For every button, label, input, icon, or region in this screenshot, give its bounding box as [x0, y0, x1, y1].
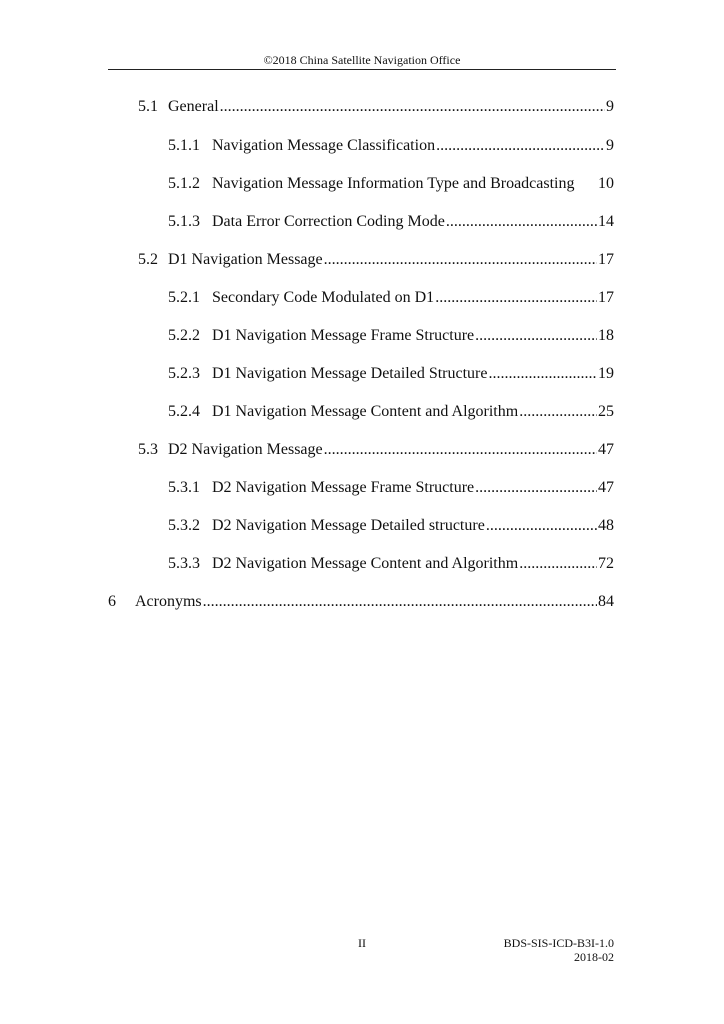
- toc-entry-5-3-1[interactable]: [168, 478, 614, 498]
- toc-leader-dots: [519, 402, 597, 422]
- toc-leader-dots: [446, 212, 597, 232]
- toc-entry-5-1-3[interactable]: [168, 212, 614, 232]
- toc-title: Acronyms: [135, 593, 202, 610]
- toc-title: D2 Navigation Message: [168, 441, 323, 458]
- toc-entry-5-1-2[interactable]: [168, 174, 614, 194]
- toc-page-number: 48: [598, 517, 614, 534]
- toc-leader-dots: [436, 136, 605, 156]
- toc-number: 5.3: [138, 441, 158, 458]
- toc-page-number: 84: [598, 593, 614, 610]
- toc-number: 5.1: [138, 98, 158, 115]
- toc-title: D2 Navigation Message Frame Structure: [212, 479, 475, 496]
- toc-entry-5-3-2[interactable]: [168, 516, 614, 536]
- toc-number: 5.3.2: [168, 517, 200, 534]
- toc-number: 6: [108, 593, 116, 610]
- toc-entry-5-2-4[interactable]: [168, 402, 614, 422]
- page-header: ©2018 China Satellite Navigation Office: [263, 53, 461, 67]
- toc-number: 5.2.1: [168, 289, 200, 306]
- toc-number: 5.2: [138, 251, 158, 268]
- footer-date: 2018-02: [574, 950, 614, 964]
- toc-entry-5-2[interactable]: [138, 250, 614, 270]
- toc-entry-5-2-1[interactable]: [168, 288, 614, 308]
- toc-number: 5.1.2: [168, 175, 200, 192]
- toc-number: 5.2.2: [168, 327, 200, 344]
- toc-page-number: 47: [598, 479, 614, 496]
- toc-leader-dots: [488, 364, 597, 384]
- toc-title: D1 Navigation Message Content and Algorithm: [212, 403, 519, 420]
- toc-leader-dots: [475, 326, 597, 346]
- toc-entry-5-1[interactable]: [138, 97, 614, 117]
- toc-page-number: 19: [598, 365, 614, 382]
- toc-title: Data Error Correction Coding Mode: [212, 213, 445, 230]
- toc-number: 5.2.4: [168, 403, 200, 420]
- toc-title: Navigation Message Classification: [212, 137, 436, 154]
- toc-title: D1 Navigation Message Frame Structure: [212, 327, 475, 344]
- toc-page-number: 18: [598, 327, 614, 344]
- toc-number: 5.3.1: [168, 479, 200, 496]
- toc-entry-5-3-3[interactable]: [168, 554, 614, 574]
- toc-entry-5-2-2[interactable]: [168, 326, 614, 346]
- toc-title: Secondary Code Modulated on D1: [212, 289, 435, 306]
- toc-entry-6[interactable]: [108, 592, 614, 612]
- toc-page-number: 9: [606, 137, 614, 154]
- toc-leader-dots: [475, 478, 597, 498]
- toc-title: D2 Navigation Message Content and Algorithm: [212, 555, 519, 572]
- toc-entry-5-3[interactable]: [138, 440, 614, 460]
- toc-page-number: 25: [598, 403, 614, 420]
- toc-entry-5-1-1[interactable]: [168, 136, 614, 156]
- toc-number: 5.1.3: [168, 213, 200, 230]
- toc-page-number: 17: [598, 251, 614, 268]
- toc-title: D2 Navigation Message Detailed structure: [212, 517, 485, 534]
- toc-page-number: 14: [598, 213, 614, 230]
- toc-page-number: 10: [598, 175, 614, 192]
- toc-leader-dots: [324, 250, 597, 270]
- toc-number: 5.3.3: [168, 555, 200, 572]
- toc-title: D1 Navigation Message: [168, 251, 323, 268]
- toc-leader-dots: [435, 288, 597, 308]
- toc-title: Navigation Message Information Type and Broadcasting: [212, 175, 575, 192]
- toc-leader-dots: [519, 554, 597, 574]
- toc-entry-5-2-3[interactable]: [168, 364, 614, 384]
- toc-leader-dots: [203, 592, 597, 612]
- footer-page-number: II: [358, 936, 366, 950]
- toc-leader-dots: [324, 440, 597, 460]
- toc-title: General: [168, 98, 219, 115]
- toc-page-number: 17: [598, 289, 614, 306]
- toc-title: D1 Navigation Message Detailed Structure: [212, 365, 488, 382]
- toc-page-number: 47: [598, 441, 614, 458]
- toc-leader-dots: [220, 97, 605, 117]
- toc-number: 5.2.3: [168, 365, 200, 382]
- toc-leader-dots: [486, 516, 597, 536]
- toc-number: 5.1.1: [168, 137, 200, 154]
- toc-page-number: 72: [598, 555, 614, 572]
- footer-document-id: BDS-SIS-ICD-B3I-1.0: [503, 936, 614, 950]
- toc-page-number: 9: [606, 98, 614, 115]
